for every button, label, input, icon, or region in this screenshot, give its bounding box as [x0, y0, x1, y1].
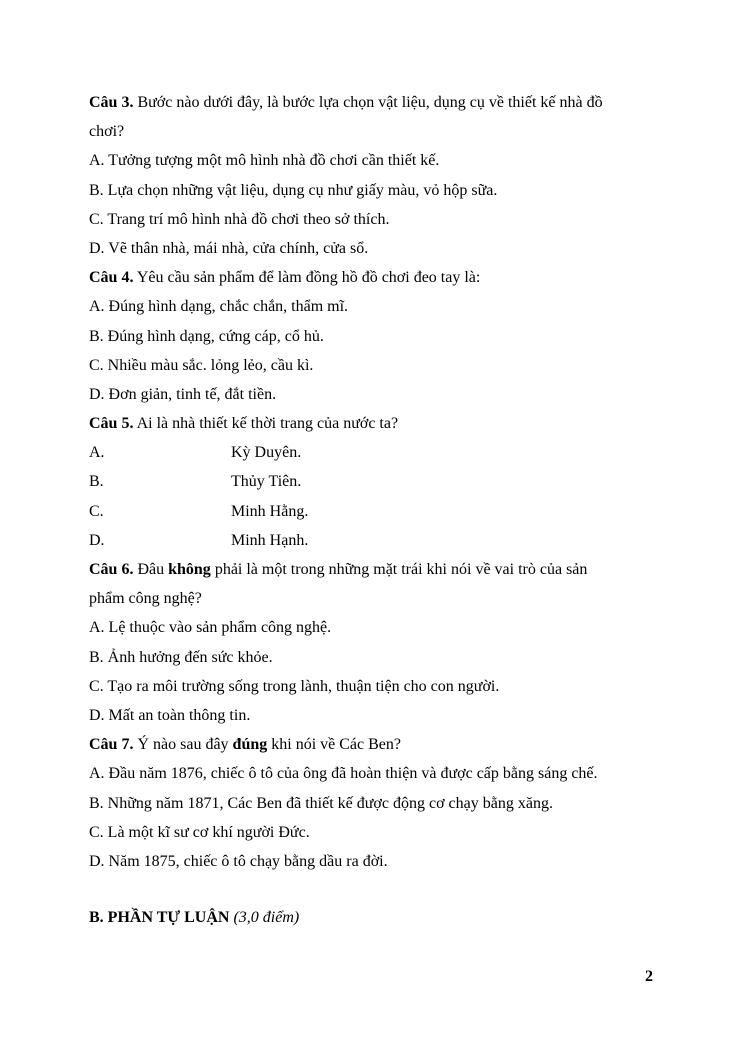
- answer-option: D. Năm 1875, chiếc ô tô chạy bằng dầu ra đời.: [89, 852, 388, 870]
- question-3-stem: [89, 88, 669, 117]
- question-label: Câu 6.: [89, 561, 134, 578]
- question-emphasis: không: [168, 561, 211, 578]
- question-text: Đâu: [133, 561, 169, 578]
- answer-option: [89, 467, 669, 496]
- question-text: Bước nào dưới đây, là bước lựa chọn vật liệu, dụng cụ về thiết kế nhà đồ: [133, 94, 603, 111]
- section-title: B. PHẦN TỰ LUẬN: [89, 909, 230, 927]
- question-4-stem: [89, 263, 669, 292]
- answer-option: D. Đơn giản, tinh tế, đắt tiền.: [89, 385, 277, 403]
- section-note: (3,0 điểm): [229, 909, 300, 927]
- page-number: 2: [645, 968, 653, 985]
- answer-option: A. Lệ thuộc vào sản phẩm công nghệ.: [89, 619, 332, 637]
- question-text: phải là một trong những mặt trái khi nói về vai trò của sản: [210, 561, 588, 578]
- document-page: [89, 88, 669, 930]
- answer-option: A. Đầu năm 1876, chiếc ô tô của ông đã hoàn thiện và được cấp bằng sáng chế.: [89, 765, 598, 783]
- option-letter: C.: [89, 502, 104, 520]
- answer-option: B. Lựa chọn những vật liệu, dụng cụ như giấy màu, vỏ hộp sữa.: [89, 181, 498, 199]
- question-6-stem: [89, 555, 669, 584]
- answer-option: A. Đúng hình dạng, chắc chắn, thẩm mĩ.: [89, 298, 349, 316]
- answer-option: [89, 526, 669, 555]
- option-text: Thủy Tiên.: [231, 473, 302, 491]
- question-5-stem: [89, 409, 669, 438]
- option-letter: A.: [89, 444, 105, 462]
- question-text: Yêu cầu sản phẩm để làm đồng hồ đồ chơi đeo tay là:: [133, 269, 481, 287]
- answer-option: C. Nhiều màu sắc. lỏng lẻo, cầu kì.: [89, 356, 314, 374]
- option-text: Minh Hạnh.: [231, 531, 309, 549]
- question-label: Câu 7.: [89, 736, 134, 754]
- question-text: Ai là nhà thiết kế thời trang của nước ta?: [133, 415, 399, 433]
- answer-option: B. Đúng hình dạng, cứng cáp, cổ hủ.: [89, 327, 324, 345]
- question-6-stem-cont: phẩm công nghệ?: [89, 590, 202, 608]
- option-letter: D.: [89, 531, 105, 549]
- answer-option: B. Những năm 1871, Các Ben đã thiết kế được động cơ chạy bằng xăng.: [89, 794, 553, 812]
- answer-option: D. Vẽ thân nhà, mái nhà, cửa chính, cửa sổ.: [89, 239, 369, 257]
- section-heading: [89, 906, 669, 930]
- question-text: Ý nào sau đây: [133, 736, 233, 754]
- answer-option: A. Tưởng tượng một mô hình nhà đồ chơi cần thiết kế.: [89, 152, 440, 170]
- question-label: Câu 3.: [89, 94, 134, 111]
- option-text: Kỳ Duyên.: [231, 444, 302, 462]
- option-text: Minh Hằng.: [231, 502, 309, 520]
- question-text: khi nói về Các Ben?: [267, 736, 401, 754]
- option-letter: B.: [89, 473, 104, 491]
- answer-option: [89, 438, 669, 467]
- answer-option: C. Trang trí mô hình nhà đồ chơi theo sở thích.: [89, 210, 390, 228]
- answer-option: D. Mất an toàn thông tin.: [89, 706, 251, 724]
- answer-option: C. Tạo ra môi trường sống trong lành, thuận tiện cho con người.: [89, 677, 500, 695]
- answer-option: [89, 497, 669, 526]
- spacer: [89, 876, 669, 906]
- question-emphasis: đúng: [232, 736, 268, 754]
- question-3-stem-cont: chơi?: [89, 123, 125, 141]
- question-7-stem: [89, 730, 669, 759]
- answer-option: B. Ảnh hưởng đến sức khỏe.: [89, 648, 273, 666]
- answer-option: C. Là một kĩ sư cơ khí người Đức.: [89, 823, 310, 841]
- question-label: Câu 4.: [89, 269, 134, 287]
- question-label: Câu 5.: [89, 415, 134, 433]
